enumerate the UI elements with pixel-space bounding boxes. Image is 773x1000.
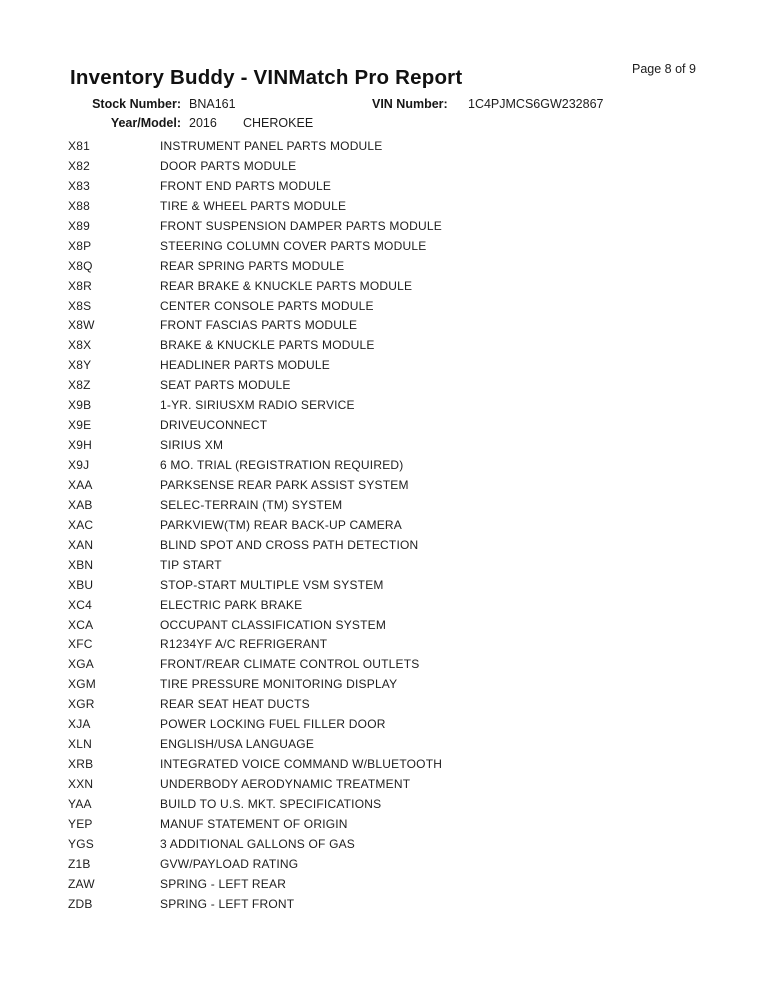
option-description: REAR BRAKE & KNUCKLE PARTS MODULE — [160, 278, 413, 293]
option-code: X89 — [68, 218, 90, 233]
option-row — [0, 536, 773, 556]
option-description: TIRE & WHEEL PARTS MODULE — [160, 198, 347, 213]
option-code: X8S — [68, 298, 92, 313]
option-row — [0, 635, 773, 655]
option-row — [0, 895, 773, 915]
option-row — [0, 376, 773, 396]
option-row — [0, 755, 773, 775]
option-code: XAN — [68, 537, 94, 552]
option-code: YEP — [68, 816, 93, 831]
option-description: BRAKE & KNUCKLE PARTS MODULE — [160, 338, 375, 353]
option-description: CENTER CONSOLE PARTS MODULE — [160, 298, 374, 313]
option-row — [0, 675, 773, 695]
option-row — [0, 795, 773, 815]
option-row — [0, 715, 773, 735]
option-row — [0, 356, 773, 376]
option-description: 1-YR. SIRIUSXM RADIO SERVICE — [160, 398, 355, 413]
option-code: X8Z — [68, 378, 91, 393]
option-row — [0, 516, 773, 536]
option-code: XGR — [68, 697, 95, 712]
option-code: X81 — [68, 139, 90, 153]
option-description: FRONT FASCIAS PARTS MODULE — [160, 318, 358, 333]
option-code: XAB — [68, 497, 93, 512]
option-row — [0, 336, 773, 356]
option-description: SEAT PARTS MODULE — [160, 378, 291, 393]
option-description: DOOR PARTS MODULE — [160, 158, 297, 173]
option-row — [0, 396, 773, 416]
option-code: XGA — [68, 657, 94, 672]
option-code: X8Q — [68, 258, 93, 273]
page-title: Inventory Buddy - VINMatch Pro Report — [70, 66, 463, 89]
option-row — [0, 875, 773, 895]
page-number-indicator: Page 8 of 9 — [632, 62, 696, 76]
option-row — [0, 496, 773, 516]
option-row — [0, 655, 773, 675]
option-description: TIP START — [160, 557, 222, 572]
option-code: XBU — [68, 577, 94, 592]
option-row — [0, 277, 773, 297]
option-row — [0, 775, 773, 795]
meta-row-stock-vin — [0, 97, 773, 113]
option-description: SPRING - LEFT FRONT — [160, 896, 295, 911]
option-code: Z1B — [68, 856, 91, 871]
option-description: FRONT SUSPENSION DAMPER PARTS MODULE — [160, 218, 442, 233]
option-description: BUILD TO U.S. MKT. SPECIFICATIONS — [160, 796, 382, 811]
vin-number-value: 1C4PJMCS6GW232867 — [468, 97, 604, 111]
option-description: SELEC-TERRAIN (TM) SYSTEM — [160, 497, 343, 512]
option-code: X8P — [68, 238, 92, 253]
option-code: X9H — [68, 438, 92, 453]
stock-number-label: Stock Number: — [92, 97, 181, 111]
option-description: ENGLISH/USA LANGUAGE — [160, 737, 315, 752]
option-code: X9B — [68, 398, 92, 413]
option-description: HEADLINER PARTS MODULE — [160, 358, 330, 373]
option-code: X8R — [68, 278, 92, 293]
option-row — [0, 436, 773, 456]
vin-number-label: VIN Number: — [372, 97, 448, 111]
option-row — [0, 556, 773, 576]
option-code: XBN — [68, 557, 94, 572]
option-row — [0, 137, 773, 157]
option-description: GVW/PAYLOAD RATING — [160, 856, 299, 871]
option-code: XJA — [68, 717, 91, 732]
option-row — [0, 197, 773, 217]
option-code: X82 — [68, 158, 90, 173]
model-value: CHEROKEE — [243, 116, 314, 130]
option-row — [0, 576, 773, 596]
option-row — [0, 456, 773, 476]
option-description: REAR SEAT HEAT DUCTS — [160, 697, 310, 712]
option-description: STOP-START MULTIPLE VSM SYSTEM — [160, 577, 384, 592]
option-code: XAA — [68, 477, 93, 492]
option-description: ELECTRIC PARK BRAKE — [160, 597, 303, 612]
option-description: BLIND SPOT AND CROSS PATH DETECTION — [160, 537, 419, 552]
option-code: X88 — [68, 198, 90, 213]
option-code: XLN — [68, 737, 92, 752]
option-row — [0, 616, 773, 636]
option-description: FRONT/REAR CLIMATE CONTROL OUTLETS — [160, 657, 420, 672]
option-description: MANUF STATEMENT OF ORIGIN — [160, 816, 348, 831]
option-code: XRB — [68, 757, 94, 772]
option-code: X83 — [68, 178, 90, 193]
option-code: X8Y — [68, 358, 92, 373]
year-value: 2016 — [189, 116, 217, 130]
option-description: UNDERBODY AERODYNAMIC TREATMENT — [160, 777, 411, 791]
option-code: XAC — [68, 517, 94, 532]
option-description: SPRING - LEFT REAR — [160, 876, 287, 891]
option-row — [0, 297, 773, 317]
option-code: YGS — [68, 836, 94, 851]
option-row — [0, 476, 773, 496]
option-row — [0, 835, 773, 855]
option-description: FRONT END PARTS MODULE — [160, 178, 332, 193]
option-row — [0, 316, 773, 336]
option-code: X8X — [68, 338, 92, 353]
option-code: X9J — [68, 458, 90, 472]
option-description: PARKVIEW(TM) REAR BACK-UP CAMERA — [160, 517, 402, 532]
option-row — [0, 257, 773, 277]
option-code: XC4 — [68, 597, 92, 612]
option-description: 3 ADDITIONAL GALLONS OF GAS — [160, 836, 356, 851]
option-row — [0, 157, 773, 177]
option-description: STEERING COLUMN COVER PARTS MODULE — [160, 238, 427, 253]
option-row — [0, 815, 773, 835]
option-row — [0, 416, 773, 436]
option-description: R1234YF A/C REFRIGERANT — [160, 637, 328, 652]
year-model-label: Year/Model: — [110, 116, 181, 130]
option-description: 6 MO. TRIAL (REGISTRATION REQUIRED) — [160, 458, 404, 472]
option-code: YAA — [68, 796, 92, 811]
option-code: ZDB — [68, 896, 93, 911]
option-row — [0, 596, 773, 616]
option-code: X9E — [68, 418, 92, 433]
option-row — [0, 735, 773, 755]
option-description: INSTRUMENT PANEL PARTS MODULE — [160, 139, 383, 153]
option-code: XFC — [68, 637, 93, 652]
option-description: DRIVEUCONNECT — [160, 418, 268, 433]
option-codes-list — [0, 137, 773, 915]
option-description: INTEGRATED VOICE COMMAND W/BLUETOOTH — [160, 757, 443, 772]
option-row — [0, 237, 773, 257]
option-description: POWER LOCKING FUEL FILLER DOOR — [160, 717, 386, 732]
option-row — [0, 695, 773, 715]
option-description: OCCUPANT CLASSIFICATION SYSTEM — [160, 617, 387, 632]
option-description: PARKSENSE REAR PARK ASSIST SYSTEM — [160, 477, 409, 492]
option-row — [0, 217, 773, 237]
option-description: REAR SPRING PARTS MODULE — [160, 258, 345, 273]
option-code: XXN — [68, 777, 94, 791]
option-code: ZAW — [68, 876, 95, 891]
option-row — [0, 177, 773, 197]
option-description: SIRIUS XM — [160, 438, 224, 453]
option-row — [0, 855, 773, 875]
option-code: XCA — [68, 617, 94, 632]
stock-number-value: BNA161 — [189, 97, 236, 111]
option-description: TIRE PRESSURE MONITORING DISPLAY — [160, 677, 398, 692]
option-code: X8W — [68, 318, 95, 333]
option-code: XGM — [68, 677, 96, 692]
meta-row-year-model — [0, 116, 773, 132]
